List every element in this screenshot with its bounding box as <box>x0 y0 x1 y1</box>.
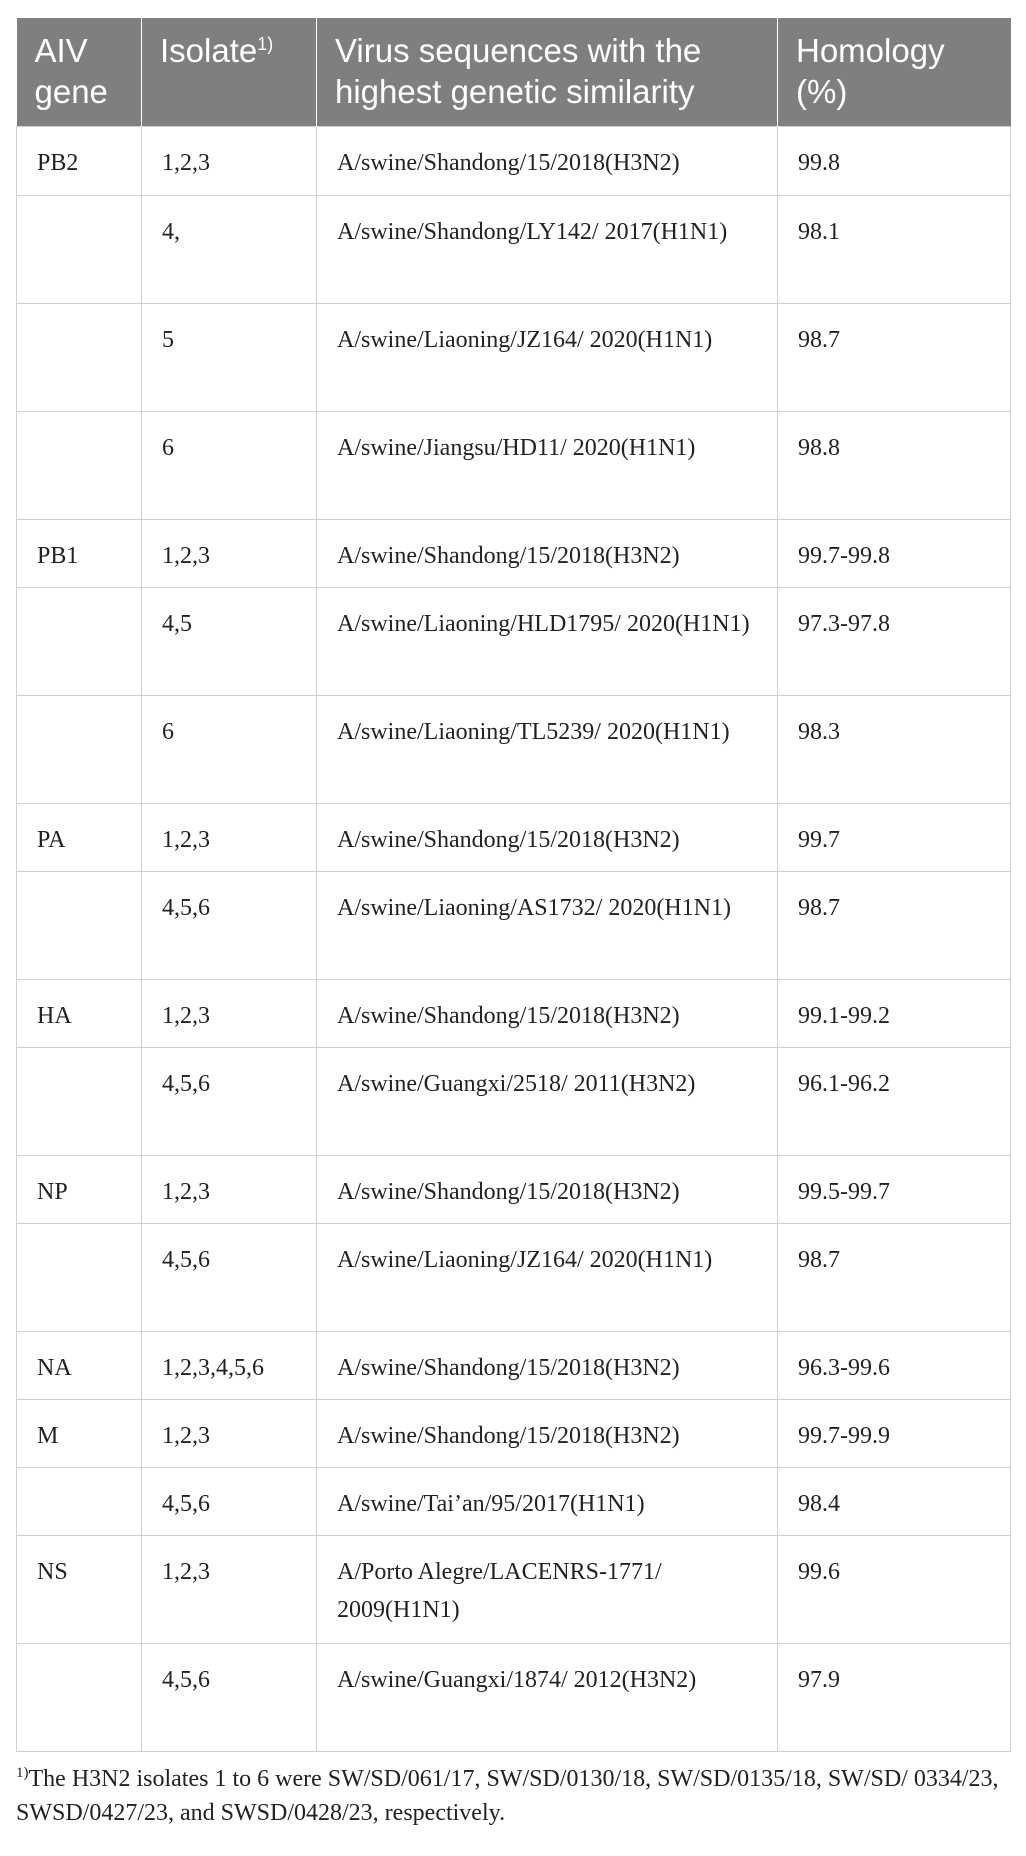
cell-gene <box>17 588 142 696</box>
cell-virus-sequence: A/swine/Shandong/15/2018(H3N2) <box>317 1156 778 1224</box>
cell-isolate: 4,5 <box>142 588 317 696</box>
cell-gene <box>17 1644 142 1752</box>
footnote-text: The H3N2 isolates 1 to 6 were SW/SD/061/17, SW/SD/0130/18, SW/SD/0135/18, SW/SD/ 0334/23, SWSD/0427/23, and SWSD/0428/23, respectively. <box>16 1766 999 1826</box>
cell-virus-sequence: A/swine/Shandong/15/2018(H3N2) <box>317 127 778 196</box>
cell-homology: 99.8 <box>778 127 1011 196</box>
header-aiv-gene: AIV gene <box>17 18 142 127</box>
cell-homology: 99.7 <box>778 804 1011 872</box>
cell-homology: 97.9 <box>778 1644 1011 1752</box>
cell-isolate: 4,5,6 <box>142 1224 317 1332</box>
table-row <box>17 1644 1011 1752</box>
cell-virus-sequence: A/swine/Shandong/LY142/ 2017(H1N1) <box>317 196 778 304</box>
table-row <box>17 196 1011 304</box>
cell-virus-sequence: A/swine/Shandong/15/2018(H3N2) <box>317 520 778 588</box>
cell-gene <box>17 1224 142 1332</box>
header-virus-sequences: Virus sequences with the highest genetic similarity <box>317 18 778 127</box>
cell-gene <box>17 304 142 412</box>
table-row <box>17 412 1011 520</box>
cell-virus-sequence: A/swine/Jiangsu/HD11/ 2020(H1N1) <box>317 412 778 520</box>
cell-homology: 99.7-99.9 <box>778 1400 1011 1468</box>
cell-isolate: 1,2,3 <box>142 520 317 588</box>
cell-virus-sequence: A/swine/Liaoning/JZ164/ 2020(H1N1) <box>317 1224 778 1332</box>
cell-isolate: 5 <box>142 304 317 412</box>
cell-virus-sequence: A/swine/Liaoning/TL5239/ 2020(H1N1) <box>317 696 778 804</box>
cell-homology: 96.1-96.2 <box>778 1048 1011 1156</box>
cell-homology: 99.5-99.7 <box>778 1156 1011 1224</box>
homology-table-container <box>16 18 1010 1752</box>
table-row <box>17 1156 1011 1224</box>
table-row <box>17 1400 1011 1468</box>
cell-isolate: 1,2,3 <box>142 1400 317 1468</box>
cell-gene: HA <box>17 980 142 1048</box>
cell-virus-sequence: A/swine/Liaoning/JZ164/ 2020(H1N1) <box>317 304 778 412</box>
cell-gene: PA <box>17 804 142 872</box>
cell-isolate: 1,2,3 <box>142 804 317 872</box>
cell-isolate: 1,2,3 <box>142 980 317 1048</box>
table-row <box>17 304 1011 412</box>
header-isolate-label: Isolate <box>160 32 258 69</box>
cell-homology: 98.3 <box>778 696 1011 804</box>
cell-isolate: 6 <box>142 412 317 520</box>
cell-gene <box>17 696 142 804</box>
cell-gene <box>17 1048 142 1156</box>
cell-isolate: 4,5,6 <box>142 1048 317 1156</box>
cell-isolate: 1,2,3,4,5,6 <box>142 1332 317 1400</box>
cell-virus-sequence: A/swine/Shandong/15/2018(H3N2) <box>317 804 778 872</box>
cell-virus-sequence: A/swine/Shandong/15/2018(H3N2) <box>317 1400 778 1468</box>
table-row <box>17 1536 1011 1644</box>
cell-gene: M <box>17 1400 142 1468</box>
table-row <box>17 127 1011 196</box>
cell-homology: 98.7 <box>778 872 1011 980</box>
table-header <box>17 18 1011 127</box>
cell-gene: PB1 <box>17 520 142 588</box>
cell-virus-sequence: A/swine/Tai’an/95/2017(H1N1) <box>317 1468 778 1536</box>
cell-homology: 98.1 <box>778 196 1011 304</box>
cell-isolate: 4,5,6 <box>142 1644 317 1752</box>
table-row <box>17 520 1011 588</box>
cell-homology: 98.7 <box>778 304 1011 412</box>
cell-virus-sequence: A/swine/Guangxi/2518/ 2011(H3N2) <box>317 1048 778 1156</box>
cell-isolate: 6 <box>142 696 317 804</box>
footnote-marker: 1) <box>16 1765 29 1781</box>
header-isolate <box>142 18 317 127</box>
table-row <box>17 588 1011 696</box>
cell-homology: 98.4 <box>778 1468 1011 1536</box>
table-row <box>17 696 1011 804</box>
cell-gene: NS <box>17 1536 142 1644</box>
cell-homology: 99.1-99.2 <box>778 980 1011 1048</box>
cell-isolate: 1,2,3 <box>142 127 317 196</box>
cell-gene <box>17 1468 142 1536</box>
cell-gene <box>17 412 142 520</box>
table-row <box>17 1224 1011 1332</box>
cell-virus-sequence: A/swine/Liaoning/AS1732/ 2020(H1N1) <box>317 872 778 980</box>
cell-virus-sequence: A/swine/Shandong/15/2018(H3N2) <box>317 980 778 1048</box>
cell-gene <box>17 196 142 304</box>
cell-gene: NP <box>17 1156 142 1224</box>
cell-homology: 97.3-97.8 <box>778 588 1011 696</box>
table-footnote <box>16 1762 1010 1830</box>
cell-isolate: 4,5,6 <box>142 1468 317 1536</box>
cell-isolate: 4,5,6 <box>142 872 317 980</box>
cell-isolate: 4, <box>142 196 317 304</box>
cell-isolate: 1,2,3 <box>142 1536 317 1644</box>
table-row <box>17 980 1011 1048</box>
cell-homology: 99.6 <box>778 1536 1011 1644</box>
cell-virus-sequence: A/Porto Alegre/LACENRS-1771/ 2009(H1N1) <box>317 1536 778 1644</box>
cell-homology: 98.8 <box>778 412 1011 520</box>
cell-gene <box>17 872 142 980</box>
table-body <box>17 127 1011 1752</box>
cell-homology: 98.7 <box>778 1224 1011 1332</box>
table-row <box>17 872 1011 980</box>
header-homology: Homology (%) <box>778 18 1011 127</box>
cell-gene: NA <box>17 1332 142 1400</box>
header-row <box>17 18 1011 127</box>
table-row <box>17 1332 1011 1400</box>
table-row <box>17 1048 1011 1156</box>
cell-isolate: 1,2,3 <box>142 1156 317 1224</box>
cell-virus-sequence: A/swine/Guangxi/1874/ 2012(H3N2) <box>317 1644 778 1752</box>
table-row <box>17 1468 1011 1536</box>
cell-virus-sequence: A/swine/Shandong/15/2018(H3N2) <box>317 1332 778 1400</box>
cell-homology: 96.3-99.6 <box>778 1332 1011 1400</box>
cell-gene: PB2 <box>17 127 142 196</box>
header-isolate-footnote-marker: 1) <box>257 34 274 54</box>
cell-homology: 99.7-99.8 <box>778 520 1011 588</box>
homology-table <box>16 18 1011 1752</box>
table-row <box>17 804 1011 872</box>
cell-virus-sequence: A/swine/Liaoning/HLD1795/ 2020(H1N1) <box>317 588 778 696</box>
